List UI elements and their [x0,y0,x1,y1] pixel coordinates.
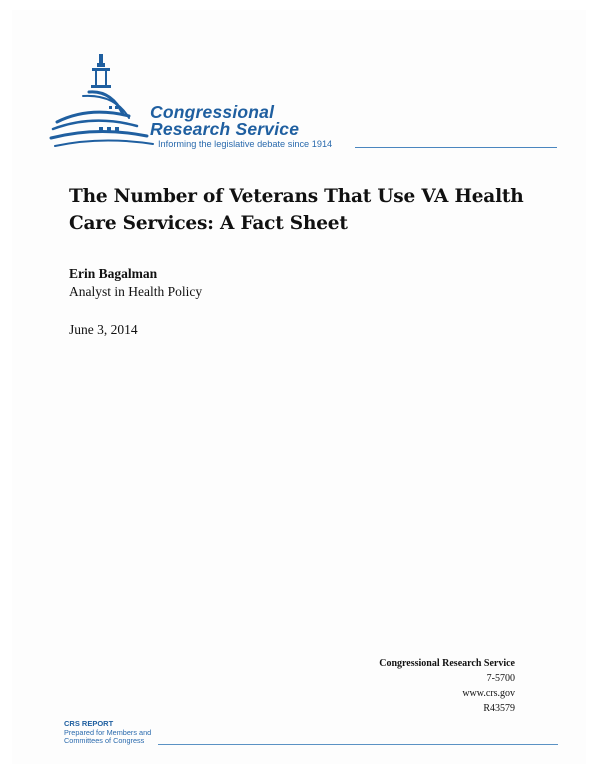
report-date: June 3, 2014 [69,322,138,337]
author-name: Erin Bagalman [69,266,158,281]
report-title: The Number of Veterans That Use VA Health Care Services: A Fact Sheet [69,186,524,234]
footer-divider [158,744,558,745]
footer-label: CRS REPORT [64,719,114,728]
publisher-phone: 7-5700 [486,673,515,684]
report-number: R43579 [483,703,515,714]
footer-line-2: Committees of Congress [64,736,145,745]
publisher-block [379,656,515,716]
author-role: Analyst in Health Policy [69,284,203,299]
crs-logo [49,54,559,154]
publisher-url: www.crs.gov [462,688,515,699]
publisher-name: Congressional Research Service [379,658,515,669]
footer-block [64,720,151,746]
tagline-divider [355,147,557,148]
wordmark-line-1: Congressional [150,102,275,122]
crs-wordmark [150,104,299,138]
footer-line-1: Prepared for Members and [64,727,152,737]
tagline: Informing the legislative debate since 1914 [158,139,333,149]
author-block [69,265,202,301]
capitol-dome-icon [49,54,159,154]
report-cover-page [12,10,586,764]
wordmark-line-2: Research Service [150,119,300,139]
